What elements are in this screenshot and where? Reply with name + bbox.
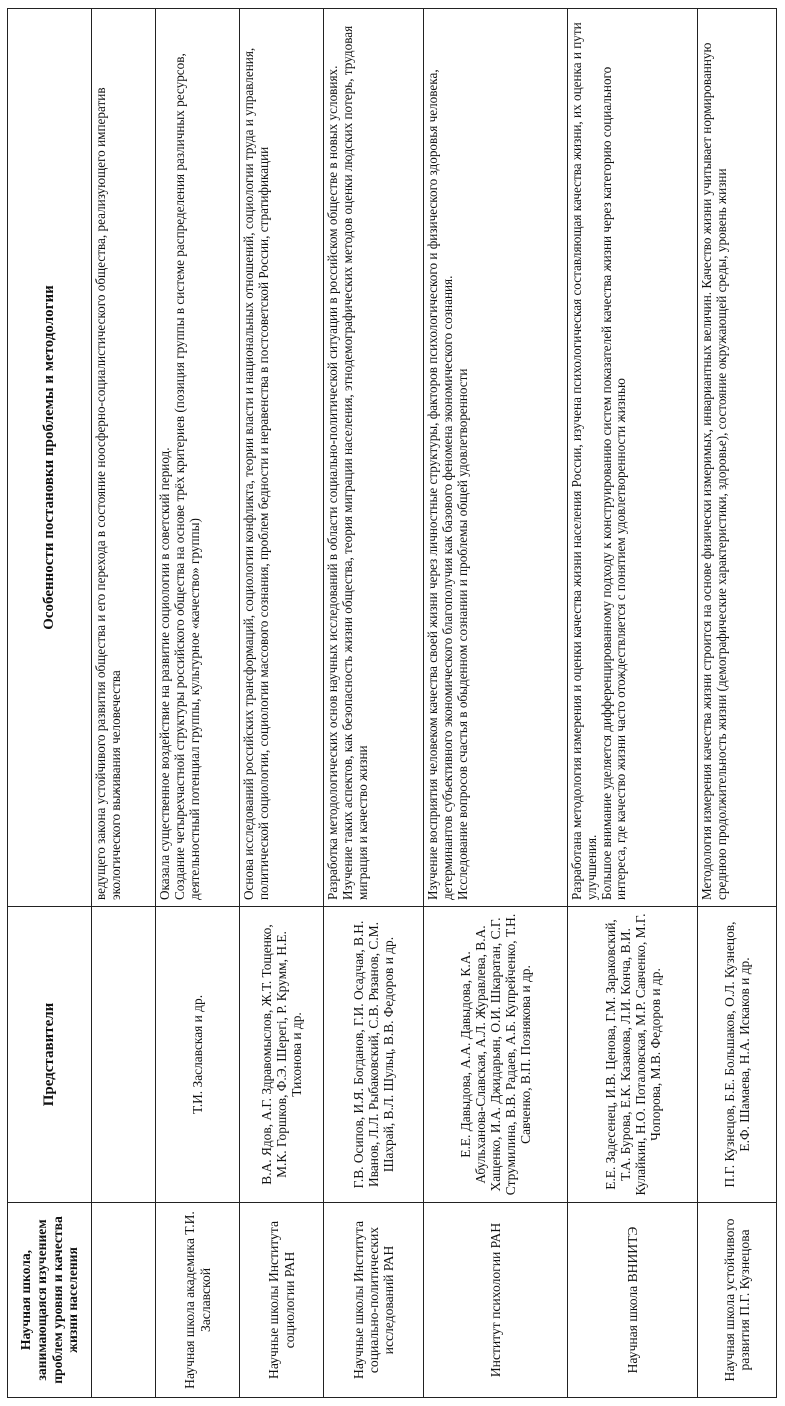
- features-cell: [92, 9, 156, 907]
- table-row: [324, 9, 424, 1398]
- header-school: Научная школа, занимающаяся изучением проблем уровня и качества жизни населения: [8, 1203, 92, 1398]
- features-cell: [324, 9, 424, 907]
- school-cell: Научные школы Института социально-политических исследований РАН: [324, 1203, 424, 1398]
- school-cell: Научная школа устойчивого развития П.Г. Кузнецова: [698, 1203, 777, 1398]
- header-representatives: Представители: [8, 907, 92, 1203]
- table-row: [698, 9, 777, 1398]
- feature-text: Исследование вопросов счастья в обыденном сознании и проблемы общей удовлетворенности: [454, 368, 470, 900]
- school-cell: Институт психологии РАН: [424, 1203, 568, 1398]
- representatives-cell: В.А. Ядов, А.Г. Здравомыслов, Ж.Т. Тощенко, М.К. Горшков, Ф.Э. Шерегi, Р. Крумм, Н.Е. Тихонова и др.: [240, 907, 324, 1203]
- representatives-cell: [92, 907, 156, 1203]
- table-header-row: [8, 9, 92, 1398]
- table-row: [568, 9, 698, 1398]
- features-cell: [156, 9, 240, 907]
- schools-table: [7, 8, 777, 1398]
- feature-text: Разработана методология измерения и оценки качества жизни населения России, изучена психологическая составляющая качества жизни, их оценка и пути улучшения.: [569, 22, 599, 900]
- feature-text: Методология измерения качества жизни строится на основе физически измеримых, инвариантных величин. Качество жизни учитывает нормированную среднюю продолжительность жизни (демографические характеристики, здоровье), состояние окружающей среды, уровень жизни: [699, 42, 729, 900]
- features-cell: [240, 9, 324, 907]
- school-cell: Научные школы Института социологии РАН: [240, 1203, 324, 1398]
- feature-text: Основа исследований российских трансформаций, социологии конфликта, теории власти и национальных отношений, социологии труда и управления, политической социологии, социологии массового сознания, проблем бедности и неравенства в постсоветской России, стратификации: [241, 47, 271, 900]
- table-row: [92, 9, 156, 1398]
- school-cell: [92, 1203, 156, 1398]
- school-cell: Научная школа ВНИИТЭ: [568, 1203, 698, 1398]
- feature-text: Изучение восприятия человеком качества своей жизни через личностные структуры, факторов психологического и физического здоровья человека, детерминантов субъективного экономического благополучия как базового феномена экономического сознания.: [425, 69, 455, 900]
- features-cell: [568, 9, 698, 907]
- representatives-cell: Т.И. Заславская и др.: [156, 907, 240, 1203]
- feature-text: Разработка методологических основ научных исследований в области социально-политической ситуации в российском обществе в новых условиях. Изучение таких аспектов, как безопасность жизни общества, теория миграции населения, этнодемографических методов оценки людских потерь, трудовая миграция и качество жизни: [325, 25, 370, 900]
- table-row: [156, 9, 240, 1398]
- feature-text: Оказала существенное воздействие на развитие социологии в советский период.: [157, 447, 172, 900]
- table-row: [424, 9, 568, 1398]
- rotated-table-frame: [7, 9, 776, 1398]
- table-body: [92, 9, 777, 1398]
- representatives-cell: Е.Е. Давыдова, А.А. Давыдова, К.А. Абульханова-Славская, А.Л. Журавлева, В.А. Хащенко, И.А. Джидарьян, О.И. Шкаратан, С.Г. Струмилина, В.В. Радаев, А.Б. Купрейченко, Т.Н. Савченко, В.П. Познякова и др.: [424, 907, 568, 1203]
- feature-text: Создание четырехчастной структуры российского общества на основе трёх критериев (позиция группы в системе распределения различных ресурсов, деятельностный потенциал группы, культурное «качество» группы): [171, 53, 202, 900]
- feature-text: Большое внимание уделяется дифференцированному подходу к конструированию систем показателей качества жизни через категорию социального интереса, где качество жизни часто отождествляется с понятием удовлетворенности жизнью: [598, 66, 629, 900]
- table-row: [240, 9, 324, 1398]
- representatives-cell: Г.В. Осипов, И.Я. Богданов, Г.И. Осадчая, В.Н. Иванов, Л.Л. Рыбаковский, С.В. Рязанов, С.М. Шахрай, В.Л. Шульц, В.В. Федоров и др.: [324, 907, 424, 1203]
- features-cell: [698, 9, 777, 907]
- feature-text: ведущего закона устойчивого развития общества и его перехода в состояние ноосферно-социалистического общества, реализующего императив экологического выживания человечества: [93, 87, 123, 900]
- school-cell: Научная школа академика Т.И. Заславской: [156, 1203, 240, 1398]
- header-features: Особенности постановки проблемы и методологии: [8, 9, 92, 907]
- features-cell: [424, 9, 568, 907]
- representatives-cell: Е.Е. Задесенец, И.В. Ценова, Г.М. Зараковский, Т.А. Бурова, Е.К. Казакова, Л.И. Конча, В.И. Кулайкин, Н.О. Поталовская, М.Р. Савченко, М.Г. Чопорова, М.В. Федоров и др.: [568, 907, 698, 1203]
- representatives-cell: П.Г. Кузнецов, Б.Е. Большаков, О.Л. Кузнецов, Е.Ф. Шамаева, Н.А. Искаков и др.: [698, 907, 777, 1203]
